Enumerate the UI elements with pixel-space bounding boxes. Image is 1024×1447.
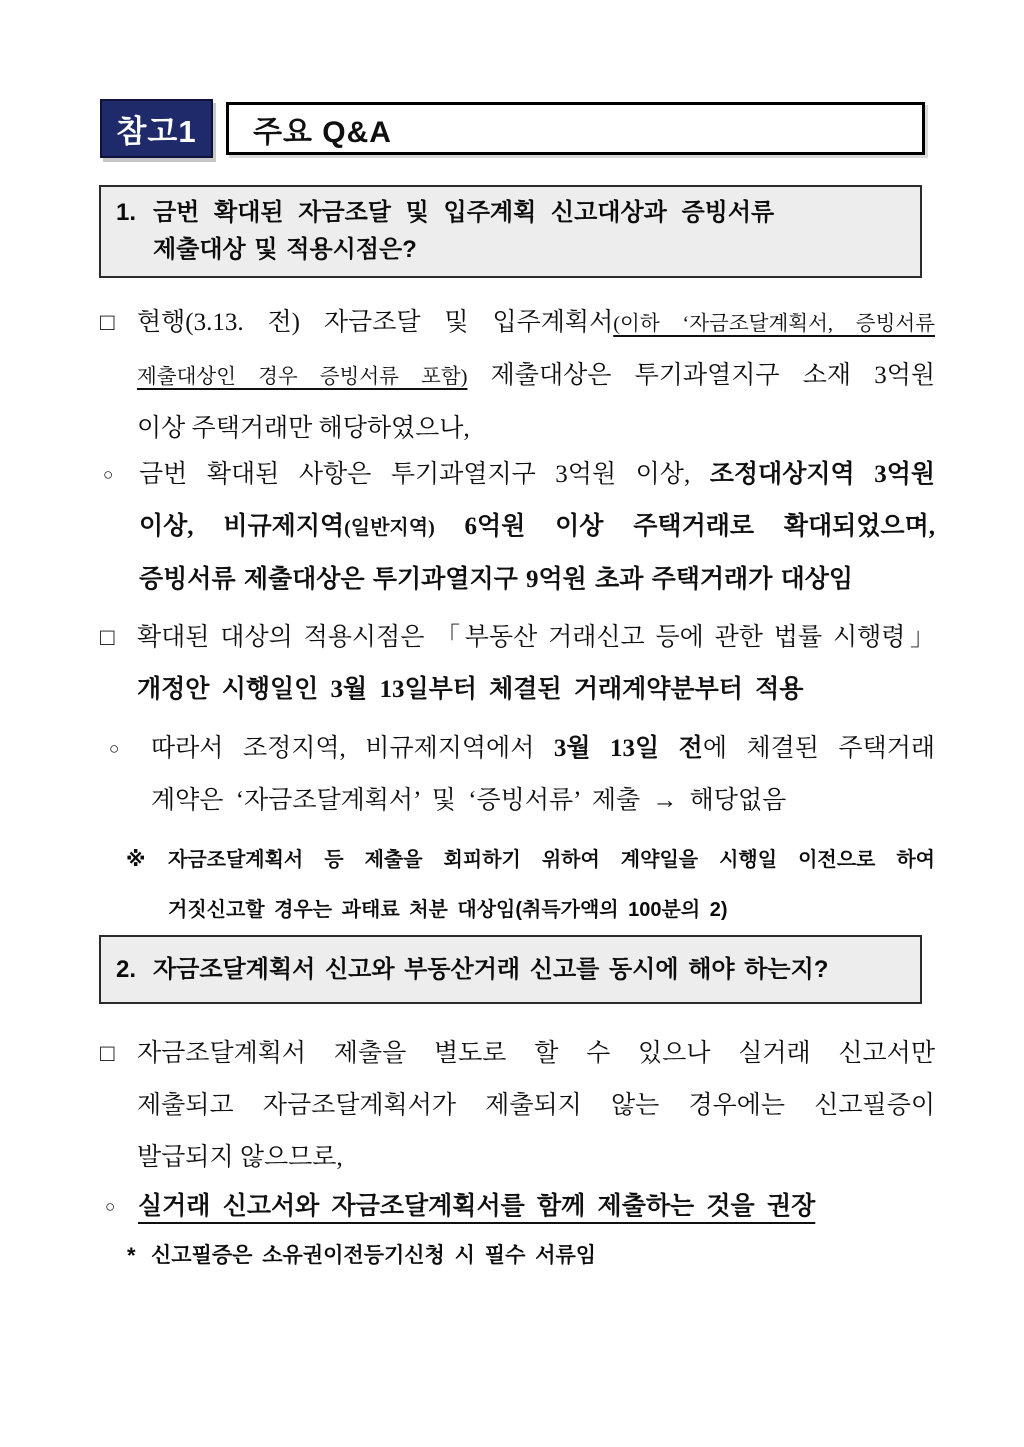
square-bullet: □ xyxy=(100,1041,115,1067)
paragraph-recommendation-lines xyxy=(138,1181,935,1233)
text-run-bold-small: (일반지역) xyxy=(344,517,435,539)
note-false-report-penalty-lines xyxy=(168,835,935,935)
paragraph-recommendation xyxy=(105,1181,935,1233)
circle-bullet: ○ xyxy=(103,465,114,484)
text-run-bold: 6억원 이상 주택거래로 확대되었으며, xyxy=(434,513,935,540)
text-line xyxy=(137,350,935,403)
text-line: 자금조달계획서 등 제출을 회피하기 위하여 계약일을 시행일 이전으로 하여 xyxy=(168,849,935,871)
text-line xyxy=(137,297,935,350)
text-run-bold: 개정안 시행일인 3월 13일부터 체결된 거래계약분부터 적용 xyxy=(137,676,804,703)
question-1-box xyxy=(99,185,922,278)
text-run-underline: (이하 ‘자금조달계획서, 증빙서류 xyxy=(613,313,935,335)
question-1-line-1: 금번 확대된 자금조달 및 입주계획 신고대상과 증빙서류 xyxy=(153,199,775,226)
text-line xyxy=(138,1181,935,1233)
text-line: 거짓신고할 경우는 과태료 처분 대상임(취득가액의 100분의 2) xyxy=(168,899,728,921)
text-run-underline: 제출대상인 경우 증빙서류 포함) xyxy=(137,366,468,388)
square-bullet: □ xyxy=(100,310,115,336)
text-line xyxy=(139,501,935,554)
text-line: 확대된 대상의 적용시점은 「부동산 거래신고 등에 관한 법률 시행령」 xyxy=(137,624,935,651)
square-bullet: □ xyxy=(100,625,115,651)
text-run: 금번 확대된 사항은 투기과열지구 3억원 이상, xyxy=(139,461,710,488)
text-line: 신고필증은 소유권이전등기신청 시 필수 서류임 xyxy=(151,1244,597,1267)
text-line: 자금조달계획서 제출을 별도로 할 수 있으나 실거래 신고서만 xyxy=(137,1040,935,1067)
paragraph-current-rule-lines xyxy=(137,297,935,455)
text-run-bold: 조정대상지역 3억원 xyxy=(709,461,935,488)
circle-bullet: ○ xyxy=(109,739,120,758)
note-false-report-penalty xyxy=(126,835,935,935)
note-report-certificate-lines xyxy=(151,1239,935,1273)
circle-bullet: ○ xyxy=(105,1197,116,1216)
paragraph-effective-date-lines xyxy=(137,612,935,716)
text-line: 제출되고 자금조달계획서가 제출되지 않는 경우에는 신고필증이 xyxy=(137,1092,935,1119)
paragraph-separate-submission-lines xyxy=(137,1028,935,1184)
title-box xyxy=(226,102,925,155)
paragraph-separate-submission xyxy=(100,1028,935,1184)
text-run: 따라서 조정지역, 비규제지역에서 xyxy=(151,735,554,762)
question-2-line-1: 자금조달계획서 신고와 부동산거래 신고를 동시에 해야 하는지? xyxy=(153,956,829,983)
text-run-bold: 증빙서류 제출대상은 투기과열지구 9억원 초과 주택거래가 대상임 xyxy=(139,566,854,593)
page-title: 주요 Q&A xyxy=(253,115,392,149)
question-2-box xyxy=(99,935,922,1004)
text-line: 이상 주택거래만 해당하였으나, xyxy=(137,415,470,442)
text-run: 제출대상은 투기과열지구 소재 3억원 xyxy=(467,362,935,389)
paragraph-current-rule xyxy=(100,297,935,455)
question-2-text xyxy=(153,951,910,988)
text-line xyxy=(139,554,935,606)
question-1-line-2: 제출대상 및 적용시점은? xyxy=(153,236,417,263)
text-line xyxy=(139,449,935,501)
text-line: 계약은 ‘자금조달계획서’ 및 ‘증빙서류’ 제출 → 해당없음 xyxy=(151,787,787,814)
paragraph-before-date-contracts-lines xyxy=(151,723,935,827)
question-1-number: 1. xyxy=(116,199,137,226)
reference-tag xyxy=(100,99,213,158)
reference-tag-label: 참고1 xyxy=(116,114,197,149)
text-line xyxy=(137,664,935,716)
text-run-bold-underline: 실거래 신고서와 자금조달계획서를 함께 제출하는 것을 권장 xyxy=(138,1193,816,1220)
text-run-bold: 이상, 비규제지역 xyxy=(139,513,345,540)
question-1-text xyxy=(153,194,910,268)
text-line xyxy=(151,723,935,775)
text-run: 에 체결된 주택거래 xyxy=(702,735,936,762)
paragraph-expanded-scope xyxy=(103,449,935,606)
text-line: 발급되지 않으므로, xyxy=(137,1144,343,1171)
paragraph-effective-date xyxy=(100,612,935,716)
text-run: 현행(3.13. 전) 자금조달 및 입주계획서 xyxy=(137,309,614,336)
text-run-bold: 3월 13일 전 xyxy=(553,735,703,762)
asterisk-icon: * xyxy=(127,1243,136,1268)
note-report-certificate xyxy=(127,1239,935,1273)
reference-mark-icon: ※ xyxy=(126,849,146,871)
paragraph-expanded-scope-lines xyxy=(139,449,935,606)
question-2-number: 2. xyxy=(116,956,137,983)
paragraph-before-date-contracts xyxy=(109,723,935,827)
